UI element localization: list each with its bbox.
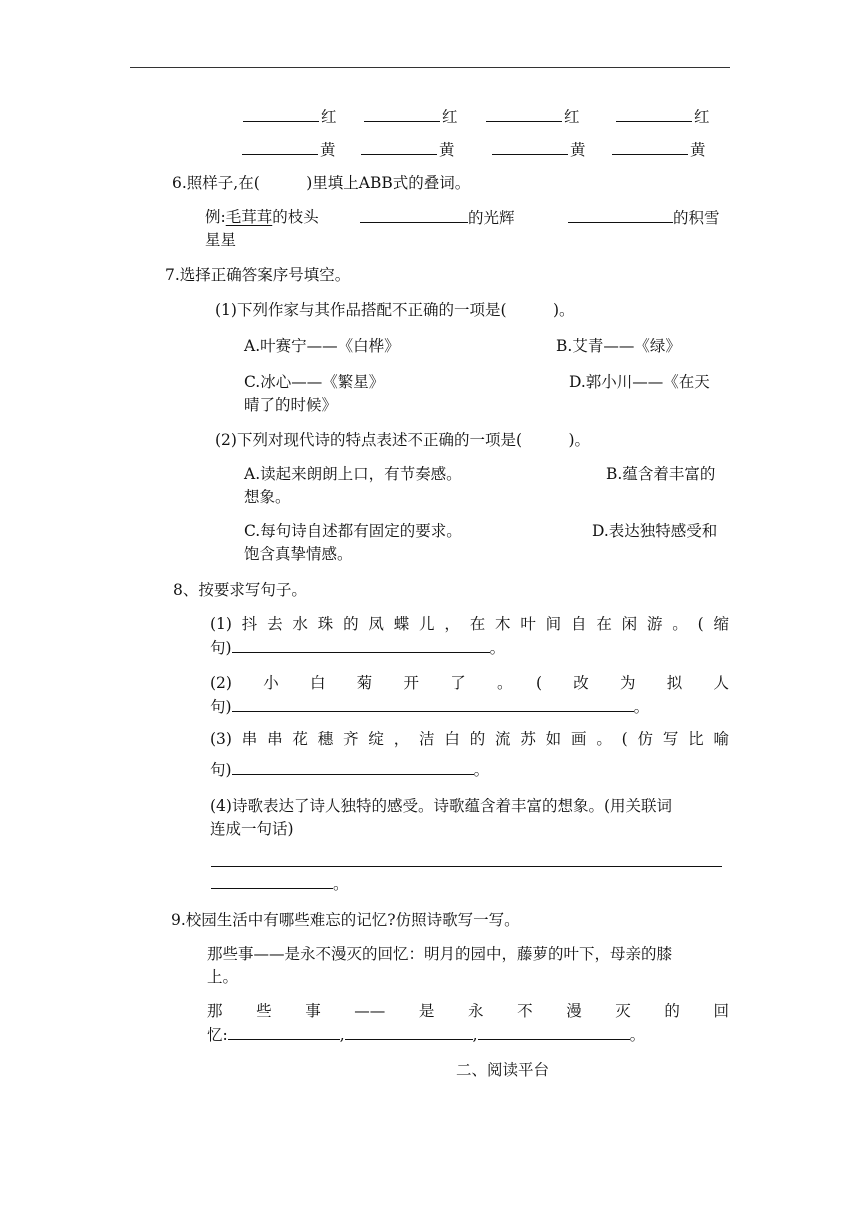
answer-prefix: 句) <box>210 761 232 779</box>
color-suffix: 黄 <box>320 141 336 159</box>
q8-answer-1 <box>210 637 505 658</box>
color-suffix: 红 <box>442 108 458 126</box>
blank-suffix: 的积雪 <box>673 209 720 227</box>
q8-answer-4 <box>211 873 349 894</box>
answer-blank[interactable] <box>478 1024 630 1040</box>
answer-period: 。 <box>333 875 349 893</box>
q7-sub2-option-c[interactable]: C.每句诗自述都有固定的要求。 <box>244 522 462 540</box>
answer-blank[interactable] <box>360 207 468 223</box>
question-8-title: 8、按要求写句子。 <box>173 581 307 599</box>
q7-sub2-option-a[interactable]: A.读起来朗朗上口，有节奏感。 <box>244 465 462 483</box>
question-6-line2: 星星 <box>205 231 237 249</box>
answer-blank[interactable] <box>568 207 673 223</box>
question-6-example <box>205 207 319 227</box>
question-6-blank-2 <box>568 207 720 228</box>
q8-answer-2 <box>210 696 649 717</box>
q7-sub2-option-d-cont: 饱含真挚情感。 <box>244 545 353 563</box>
answer-line[interactable] <box>211 866 722 867</box>
answer-blank[interactable] <box>243 106 319 122</box>
answer-prefix: 句) <box>210 639 232 657</box>
color-suffix: 红 <box>564 108 580 126</box>
color-suffix: 红 <box>321 108 337 126</box>
q7-sub2-option-d[interactable]: D.表达独特感受和 <box>592 522 718 540</box>
q9-example-line2: 上。 <box>207 968 239 986</box>
answer-blank[interactable] <box>232 637 490 653</box>
answer-blank[interactable] <box>492 139 568 155</box>
answer-period: 。 <box>633 698 650 716</box>
q7-sub2-stem: (2)下列对现代诗的特点表述不正确的一项是( )。 <box>215 431 591 449</box>
question-9-title: 9.校园生活中有哪些难忘的记忆?仿照诗歌写一写。 <box>171 911 520 929</box>
answer-period: 。 <box>489 639 506 657</box>
q8-sentence-3: (3)串串花穗齐绽，洁白的流苏如画。(仿写比喻 <box>210 730 729 748</box>
color-suffix: 黄 <box>570 141 586 159</box>
q9-fill-answer <box>207 1024 645 1045</box>
answer-blank[interactable] <box>232 696 634 712</box>
answer-blank[interactable] <box>364 106 440 122</box>
answer-period: 。 <box>473 761 490 779</box>
q7-sub1-option-a[interactable]: A.叶赛宁——《白桦》 <box>244 337 400 355</box>
q8-sentence-4: (4)诗歌表达了诗人独特的感受。诗歌蕴含着丰富的想象。(用关联词 <box>210 797 673 815</box>
question-7-title: 7.选择正确答案序号填空。 <box>165 266 351 284</box>
q7-sub1-option-d-cont: 晴了的时候》 <box>244 396 338 414</box>
blank-suffix: 的光辉 <box>468 209 515 227</box>
answer-blank[interactable] <box>228 1024 340 1040</box>
q7-sub2-option-b-cont: 想象。 <box>244 488 291 506</box>
section-heading: 二、阅读平台 <box>456 1061 550 1079</box>
answer-blank[interactable] <box>486 106 562 122</box>
q7-sub2-option-b[interactable]: B.蕴含着丰富的 <box>606 465 716 483</box>
answer-blank[interactable] <box>242 139 318 155</box>
example-label: 例: <box>205 208 226 226</box>
color-suffix: 红 <box>694 108 710 126</box>
q7-sub1-option-c[interactable]: C.冰心——《繁星》 <box>244 373 385 391</box>
q8-answer-3 <box>210 759 489 780</box>
q8-sentence-1: (1)抖去水珠的凤蝶儿，在木叶间自在闲游。(缩 <box>210 615 729 633</box>
q7-sub1-option-b[interactable]: B.艾青——《绿》 <box>556 337 681 355</box>
comma: , <box>472 1026 478 1044</box>
q7-sub1-option-d[interactable]: D.郭小川——《在天 <box>569 373 710 391</box>
answer-blank[interactable] <box>616 106 692 122</box>
answer-blank[interactable] <box>612 139 688 155</box>
answer-period: 。 <box>629 1026 646 1044</box>
answer-prefix: 忆: <box>207 1026 228 1044</box>
q8-sentence-2: (2) 小 白 菊 开 了 。 ( 改 为 拟 人 <box>210 674 729 692</box>
answer-blank[interactable] <box>345 1024 473 1040</box>
question-6-title: 6.照样子,在( )里填上ABB式的叠词。 <box>172 174 471 192</box>
question-6-blank-1 <box>360 207 515 228</box>
header-rule <box>130 67 730 68</box>
color-suffix: 黄 <box>690 141 706 159</box>
color-suffix: 黄 <box>439 141 455 159</box>
q8-sentence-4-cont: 连成一句话) <box>210 820 294 838</box>
answer-blank[interactable] <box>361 139 437 155</box>
answer-prefix: 句) <box>210 698 232 716</box>
q9-fill-line1: 那 些 事 —— 是 永 不 漫 灭 的 回 <box>207 1002 729 1020</box>
answer-blank[interactable] <box>232 759 474 775</box>
answer-blank[interactable] <box>211 873 333 889</box>
example-word: 毛茸茸 <box>225 208 273 226</box>
q7-sub1-stem: (1)下列作家与其作品搭配不正确的一项是( )。 <box>215 301 575 319</box>
example-rest: 的枝头 <box>272 208 319 226</box>
q9-example-line1: 那些事——是永不漫灭的回忆：明月的园中，藤萝的叶下，母亲的膝 <box>207 945 673 963</box>
comma: , <box>339 1026 345 1044</box>
